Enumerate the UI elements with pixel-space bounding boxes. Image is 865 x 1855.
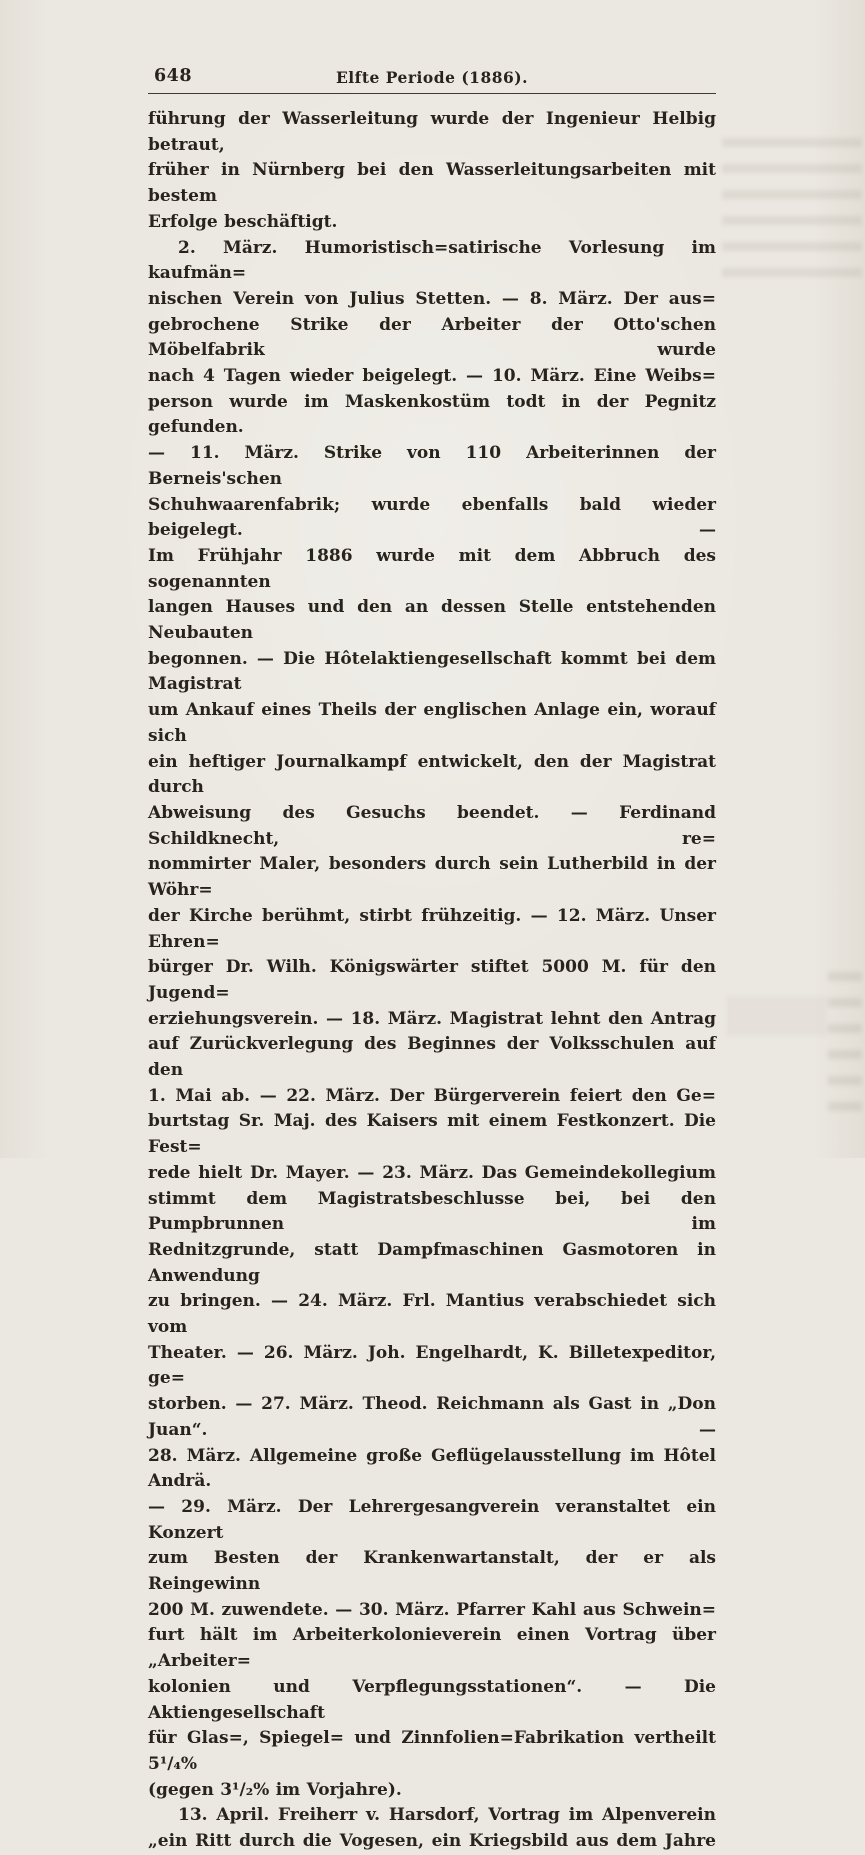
text-line: (gegen 3¹/₂% im Vorjahre). [148,1779,402,1800]
text-line: Abweisung des Gesuchs beendet. — Ferdinand Schildknecht, re= [148,802,716,849]
text-line: für Glas=, Spiegel= und Zinnfolien=Fabrikation vertheilt 5¹/₄% [148,1728,716,1774]
page-content [148,66,716,1855]
text-line: zu bringen. — 24. März. Frl. Mantius verabschiedet sich vom [148,1291,716,1338]
text-line: person wurde im Maskenkostüm todt in der Pegnitz gefunden. [148,391,716,438]
text-line: Erfolge beschäftigt. [148,211,338,232]
text-line: nischen Verein von Julius Stetten. — 8. März. Der aus= [148,288,716,309]
text-line: erziehungsverein. — 18. März. Magistrat lehnt den Antrag [148,1008,716,1029]
text-line: nach 4 Tagen wieder beigelegt. — 10. März. Eine Weibs= [148,366,716,387]
text-line: furt hält im Arbeiterkolonieverein einen Vortrag über „Arbeiter= [148,1625,716,1672]
text-line: 1. Mai ab. — 22. März. Der Bürgerverein feiert den Ge= [148,1085,716,1106]
text-line: 200 M. zuwendete. — 30. März. Pfarrer Kahl aus Schwein= [148,1599,716,1620]
header-rule [148,93,716,94]
text-line: burtstag Sr. Maj. des Kaisers mit einem Festkonzert. Die Fest= [148,1111,716,1158]
text-line: gebrochene Strike der Arbeiter der Otto'schen Möbelfabrik wurde [148,314,716,361]
text-line: 13. April. Freiherr v. Harsdorf, Vortrag im Alpenverein [178,1805,716,1826]
text-line: Rednitzgrunde, statt Dampfmaschinen Gasmotoren in Anwendung [148,1239,716,1286]
text-line: langen Hauses und den an dessen Stelle entstehenden Neubauten [148,597,716,644]
paragraph [148,107,716,236]
text-line: begonnen. — Die Hôtelaktiengesellschaft kommt bei dem Magistrat [148,648,716,695]
text-line: der Kirche berühmt, stirbt frühzeitig. — 12. März. Unser Ehren= [148,905,716,952]
text-line: — 11. März. Strike von 110 Arbeiterinnen der Berneis'schen [148,443,716,489]
text-line: „ein Ritt durch die Vogesen, ein Kriegsbild aus dem Jahre [148,1831,716,1852]
text-line: bürger Dr. Wilh. Königswärter stiftet 5000 M. für den Jugend= [148,957,716,1003]
text-line: Im Frühjahr 1886 wurde mit dem Abbruch des sogenannten [148,545,716,592]
text-line: — 29. März. Der Lehrergesangverein veranstaltet ein Konzert [148,1496,716,1543]
text-line: Schuhwaarenfabrik; wurde ebenfalls bald wieder beigelegt. — [148,494,716,541]
text-line: führung der Wasserleitung wurde der Ingenieur Helbig betraut, [148,109,716,155]
text-line: ein heftiger Journalkampf entwickelt, den der Magistrat durch [148,751,716,798]
page-number: 648 [154,66,193,86]
scan-bleedthrough-artifact [828,972,862,1122]
text-line: zum Besten der Krankenwartanstalt, der er als Reingewinn [148,1548,716,1595]
text-line: kolonien und Verpflegungsstationen“. — Die Aktiengesellschaft [148,1676,716,1723]
text-line: stimmt dem Magistratsbeschlusse bei, bei den Pumpbrunnen im [148,1188,716,1235]
text-line: storben. — 27. März. Theod. Reichmann als Gast in „Don Juan“. — [148,1394,716,1440]
paragraph [148,236,716,1804]
text-block [148,107,716,1855]
text-line: nommirter Maler, besonders durch sein Lutherbild in der Wöhr= [148,854,716,901]
text-line: 28. März. Allgemeine große Geflügelausstellung im Hôtel Andrä. [148,1445,716,1492]
scan-bleedthrough-artifact [726,996,826,1036]
text-line: um Ankauf eines Theils der englischen Anlage ein, worauf sich [148,700,716,746]
text-line: rede hielt Dr. Mayer. — 23. März. Das Gemeindekollegium [148,1162,716,1183]
text-line: früher in Nürnberg bei den Wasserleitungsarbeiten mit bestem [148,160,716,207]
text-line: 2. März. Humoristisch=satirische Vorlesung im kaufmän= [148,237,716,284]
running-title: Elfte Periode (1886). [335,68,529,87]
page-header [148,66,716,88]
text-line: Theater. — 26. März. Joh. Engelhardt, K. Billetexpeditor, ge= [148,1342,716,1389]
text-line: auf Zurückverlegung des Beginnes der Volksschulen auf den [148,1034,716,1081]
scan-bleedthrough-artifact [722,138,862,288]
paragraph [148,1803,716,1854]
